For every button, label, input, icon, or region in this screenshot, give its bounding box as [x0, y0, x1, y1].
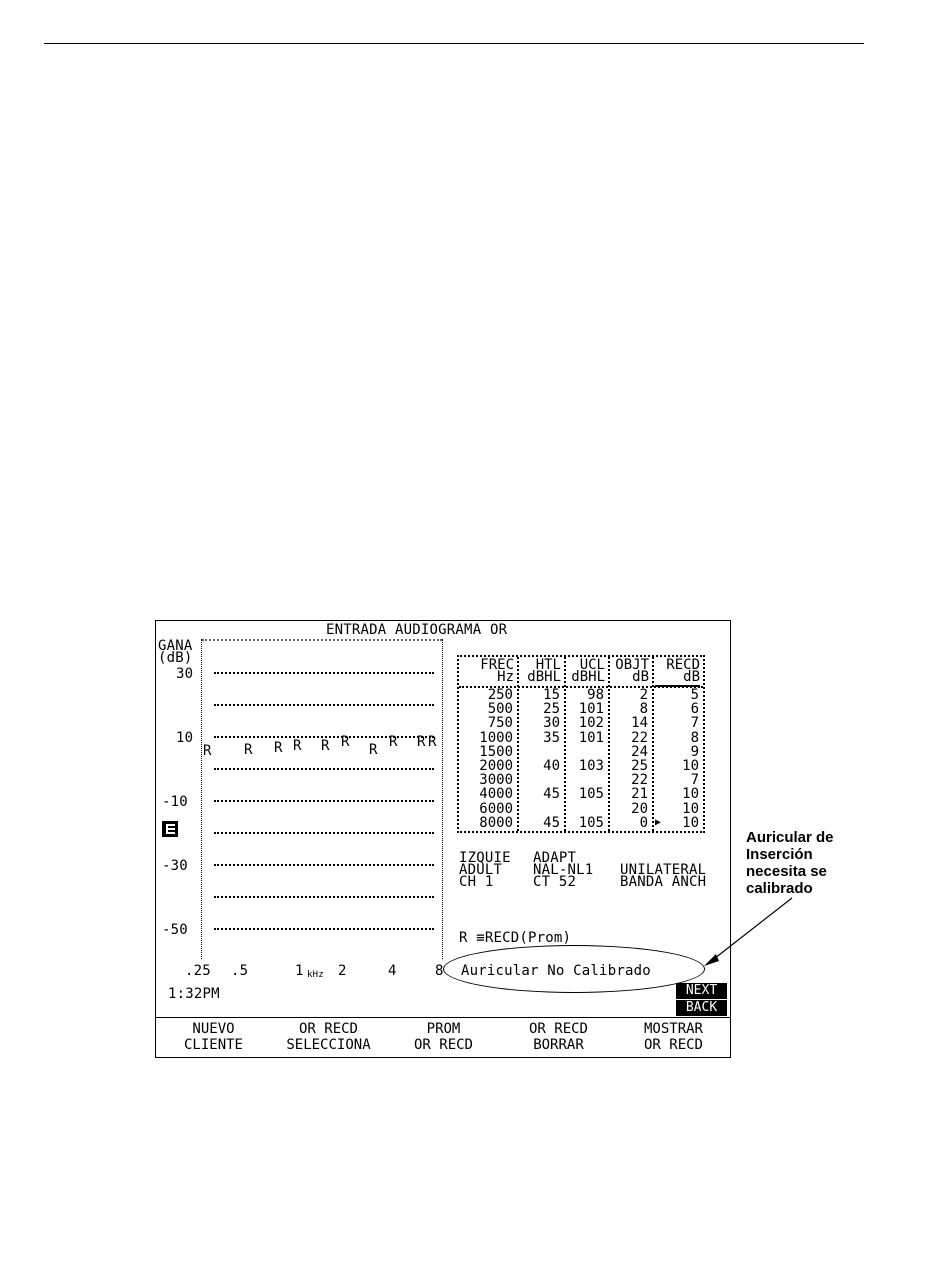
table-cell-frec: 750: [487, 715, 513, 732]
softkey-nuevo-cliente[interactable]: [156, 1021, 271, 1053]
grid-row: [214, 672, 434, 674]
info-ear: IZQUIE: [459, 850, 511, 866]
recd-marker: R: [389, 734, 398, 750]
table-cell-recd: 10: [682, 786, 699, 803]
recd-marker: R: [203, 743, 212, 759]
info-age: ADULT: [459, 862, 503, 878]
table-cell-ucl: 102: [578, 715, 604, 732]
table-cell-ucl: 105: [578, 814, 604, 831]
header-recd: RECD: [666, 657, 700, 673]
header-htl-unit: dBHL: [527, 669, 561, 685]
grid-row: [214, 768, 434, 770]
softkey-label: NUEVO: [192, 1021, 235, 1037]
table-cell-recd: 5: [690, 687, 699, 703]
softkey-divider: [156, 1017, 730, 1018]
table-cell-frec: 1500: [479, 743, 513, 760]
grid-row: [214, 864, 434, 866]
table-cell-recd: 10: [682, 758, 699, 774]
table-cell-frec: 4000: [479, 786, 513, 803]
table-cell-ucl: 101: [578, 729, 604, 746]
x-tick-8: 8: [435, 963, 444, 979]
y-axis-title: GANA: [158, 638, 193, 654]
status-message: Auricular No Calibrado: [461, 963, 651, 979]
softkey-mostrar-or-recd[interactable]: [616, 1021, 731, 1053]
table-cell-htl: 45: [543, 786, 560, 803]
table-cell-objt: 14: [631, 715, 648, 732]
table-cell-ucl: 98: [587, 687, 604, 703]
table-cell-objt: 8: [639, 701, 648, 718]
info-ct: CT 52: [533, 874, 577, 890]
header-objt: OBJT: [615, 657, 649, 673]
table-cell-recd: 10: [682, 814, 699, 831]
header-frec-unit: Hz: [497, 669, 514, 685]
info-formula: NAL-NL1: [533, 862, 594, 878]
y-tick-minus50: -50: [162, 922, 188, 938]
table-cell-ucl: 105: [578, 786, 604, 803]
page-top-rule: [44, 43, 864, 44]
x-tick-1: 1: [295, 963, 304, 979]
table-cell-ucl: 101: [578, 701, 604, 718]
table-cell-htl: 45: [543, 814, 560, 831]
table-cell-ucl: 103: [578, 758, 604, 774]
table-cell-recd: 6: [690, 701, 699, 718]
grid-row: [214, 928, 434, 930]
table-cell-htl: 15: [543, 687, 560, 703]
table-cell-htl: 30: [543, 715, 560, 732]
info-mode: ADAPT: [533, 850, 577, 866]
table-cell-frec: 3000: [479, 772, 513, 789]
table-cell-objt: 21: [631, 786, 648, 803]
recd-marker: R: [321, 738, 330, 754]
table-cell-frec: 8000: [479, 814, 513, 831]
softkey-label: OR RECD: [298, 1021, 358, 1037]
grid-row: [214, 832, 434, 834]
table-cell-objt: 0: [639, 814, 648, 831]
table-cell-objt: 25: [631, 758, 648, 774]
softkey-label: PROM: [426, 1021, 461, 1037]
info-band: BANDA ANCH: [620, 874, 707, 890]
recd-marker: R: [417, 734, 426, 750]
screen-title: ENTRADA AUDIOGRAMA OR: [326, 622, 508, 638]
x-unit-khz: kHz: [307, 970, 324, 980]
table-cell-recd: 7: [690, 772, 699, 789]
softkey-label: SELECCIONA: [286, 1037, 371, 1053]
table-cell-frec: 250: [487, 687, 513, 703]
recd-marker: R: [244, 742, 253, 758]
grid-row: [214, 704, 434, 706]
grid-row: [214, 896, 434, 898]
softkey-label: OR RECD: [528, 1021, 588, 1037]
softkey-label: OR RECD: [413, 1037, 473, 1053]
clock-time: 1:32PM: [168, 986, 220, 1002]
x-tick-025: .25: [185, 963, 211, 979]
header-recd-unit: dB: [683, 669, 700, 685]
table-cell-recd: 9: [690, 743, 699, 760]
info-fitting: UNILATERAL: [620, 862, 707, 878]
recd-marker: R: [274, 740, 283, 756]
table-cell-frec: 6000: [479, 800, 513, 817]
table-cell-frec: 500: [487, 701, 513, 718]
y-tick-10: 10: [176, 730, 194, 746]
table-cell-objt: 20: [631, 800, 648, 817]
header-ucl: UCL: [579, 657, 605, 673]
y-axis-unit: (dB): [158, 650, 193, 666]
softkey-prom-or-recd[interactable]: [386, 1021, 501, 1053]
header-objt-unit: dB: [632, 669, 649, 685]
recd-marker: R: [341, 734, 350, 750]
x-tick-2: 2: [338, 963, 347, 979]
recd-marker: R: [369, 742, 378, 758]
analyzer-screen: [155, 620, 731, 1058]
info-channels: CH 1: [459, 874, 494, 890]
x-tick-4: 4: [388, 963, 397, 979]
selected-row-marker: ▶: [655, 816, 662, 828]
softkey-label: BORRAR: [533, 1037, 584, 1053]
plot-top-ticks: [202, 639, 442, 641]
status-highlight-ellipse: [443, 945, 705, 993]
callout-text: Auricular de Inserción necesita se calibrado: [746, 829, 834, 897]
table-cell-frec: 1000: [479, 729, 513, 746]
back-button[interactable]: BACK: [676, 1000, 727, 1016]
table-cell-recd: 10: [682, 800, 699, 817]
audiogram-table: [457, 655, 705, 833]
table-cell-recd: 7: [690, 715, 699, 732]
x-tick-05: .5: [231, 963, 249, 979]
softkey-or-recd-selecciona[interactable]: [271, 1021, 386, 1053]
table-cell-objt: 22: [631, 729, 648, 746]
table-cell-frec: 2000: [479, 758, 513, 774]
recd-marker: R: [428, 734, 437, 750]
softkey-label: MOSTRAR: [643, 1021, 703, 1037]
y-tick-minus30: -30: [162, 858, 188, 874]
ear-insert-icon: [161, 820, 181, 838]
recd-marker: R: [293, 738, 302, 754]
gain-plot: [201, 639, 443, 959]
header-ucl-unit: dBHL: [571, 669, 605, 685]
table-cell-htl: 25: [543, 701, 560, 718]
table-cell-htl: 35: [543, 729, 560, 746]
table-cell-htl: 40: [543, 758, 560, 774]
softkey-or-recd-borrar[interactable]: [501, 1021, 616, 1053]
table-cell-objt: 24: [631, 743, 648, 760]
grid-row: [214, 800, 434, 802]
table-cell-objt: 2: [639, 687, 648, 703]
next-button[interactable]: NEXT: [676, 983, 727, 999]
legend-recd: R ≡RECD(Prom): [459, 930, 572, 946]
header-frec: FREC: [480, 657, 514, 673]
y-tick-30: 30: [176, 666, 194, 682]
softkey-label: OR RECD: [643, 1037, 703, 1053]
header-htl: HTL: [535, 657, 561, 673]
table-cell-objt: 22: [631, 772, 648, 789]
softkey-label: CLIENTE: [183, 1037, 243, 1053]
table-cell-recd: 8: [690, 729, 699, 746]
y-tick-minus10: -10: [162, 794, 188, 810]
